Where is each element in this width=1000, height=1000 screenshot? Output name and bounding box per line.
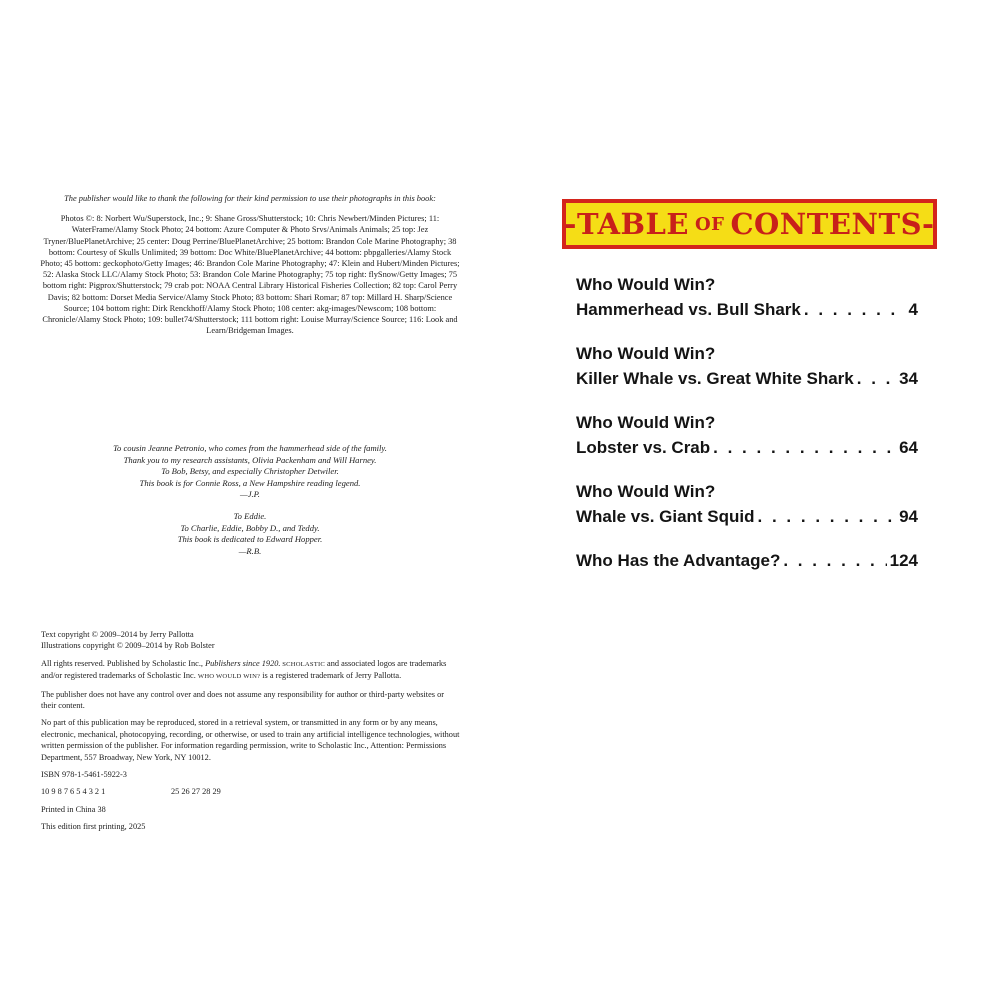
toc-dot-leader bbox=[758, 504, 897, 529]
toc-entry-page: 124 bbox=[889, 551, 918, 570]
toc-entry-title: Lobster vs. Crab bbox=[576, 438, 711, 457]
rights-reserved bbox=[41, 658, 461, 683]
dedication-rb bbox=[40, 511, 460, 557]
toc-entry-row bbox=[576, 435, 918, 460]
toc-dot-leader bbox=[857, 366, 896, 391]
toc-entry-heading: Who Would Win? bbox=[576, 413, 716, 432]
toc-title-of: OF bbox=[694, 213, 725, 235]
toc-entry-title: Who Has the Advantage? bbox=[576, 551, 781, 570]
dedication-line: To Bob, Betsy, and especially Christopher Detwiler. bbox=[161, 466, 339, 477]
toc-entry-row bbox=[576, 366, 918, 391]
toc-entry-row bbox=[576, 297, 918, 322]
toc-entry-hammerhead[interactable] bbox=[576, 272, 918, 322]
dedication bbox=[40, 443, 460, 567]
table-of-contents-title bbox=[566, 203, 933, 245]
toc-entry-page: 4 bbox=[908, 300, 918, 319]
toc-entry-row bbox=[576, 548, 918, 573]
rights-text-1: All rights reserved. Published by Scholastic Inc., bbox=[41, 658, 206, 668]
dedication-signature: —J.P. bbox=[240, 489, 260, 500]
toc-entry-page: 64 bbox=[899, 438, 918, 457]
toc-dot-leader bbox=[804, 297, 906, 322]
toc-title-dash-left: - bbox=[564, 207, 577, 241]
toc-entry-row bbox=[576, 504, 918, 529]
toc-dot-leader bbox=[783, 548, 886, 573]
dedication-line: To Eddie. bbox=[233, 510, 267, 521]
toc-dot-leader bbox=[713, 435, 896, 460]
toc-entry-advantage[interactable] bbox=[576, 548, 918, 573]
toc-entry-heading: Who Would Win? bbox=[576, 482, 716, 501]
isbn: ISBN 978-1-5461-5922-3 bbox=[41, 770, 127, 780]
photo-permission-thanks: The publisher would like to thank the following for their kind permission to use their photographs in this book: bbox=[64, 194, 436, 203]
toc-title-contents: CONTENTS bbox=[730, 207, 923, 241]
printing-years: 25 26 27 28 29 bbox=[171, 787, 221, 797]
toc-entry-heading: Who Would Win? bbox=[576, 344, 716, 363]
photo-credit-list: Photos ©: 8: Norbert Wu/Superstock, Inc.; 9: Shane Gross/Shutterstock; 10: Chris Newbert/Minden Pictures; 11: WaterFrame/Alamy Stock Photo; 24 bottom: Azure Computer & Photo Srvs/Animals Animals; 25 top: Jez Tryner/BluePlanetArchive; 25 center: Doug Perrine/BluePlanetArchive; 25 bottom: Brandon Cole Marine Photography; 38 bottom: Courtesy of Skulls Unlimited; 39 bottom: Doc White/BluePlanetArchive; 44 bottom: pbpgalleries/Alamy Stock Photo; 45 bottom: geckophoto/Getty Images; 46: Brandon Cole Marine Photography; 47: Klein and Hubert/Minden Pictures; 52: Alaska Stock LLC/Alamy Stock Photo; 53: Brandon Cole Marine Photography; 75 top right: flySnow/Getty Images; 75 bottom right: Pigprox/Shutterstock; 79 crab pot: NOAA Central Library Historical Fisheries Collection; 82 top: Carol Perry Davis; 82 bottom: Dorset Media Service/Alamy Stock Photo; 83 bottom: Shari Romar; 87 top: Millard H. Sharp/Science Source; 104 bottom right: Dirk Renckhoff/Alamy Stock Photo; 108 center: akg-images/Newscom; 108 bottom: Chronicle/Alamy Stock Photo; 109: bullet74/Shutterstock; 111 bottom right: Louise Murray/Science Source; 116: Look and Learn/Bridgeman Images. bbox=[40, 214, 460, 336]
toc-entry-whale-squid[interactable] bbox=[576, 479, 918, 529]
printed-in: Printed in China 38 bbox=[41, 804, 106, 814]
toc-entry-page: 94 bbox=[899, 507, 918, 526]
rights-text-3: is a registered trademark of Jerry Pallotta. bbox=[260, 671, 402, 681]
dedication-jp bbox=[40, 443, 460, 501]
dedication-line: To Charlie, Eddie, Bobby D., and Teddy. bbox=[180, 522, 320, 533]
rights-publishers-since: Publishers since 1920. bbox=[205, 658, 281, 668]
table-of-contents-banner bbox=[562, 199, 937, 249]
printing-numbers: 10 9 8 7 6 5 4 3 2 1 bbox=[41, 787, 106, 797]
toc-entry-title: Killer Whale vs. Great White Shark bbox=[576, 369, 854, 388]
dedication-line: This book is dedicated to Edward Hopper. bbox=[177, 534, 323, 545]
dedication-signature: —R.B. bbox=[238, 545, 262, 556]
toc-entry-title: Whale vs. Giant Squid bbox=[576, 507, 755, 526]
toc-entry-killer-whale[interactable] bbox=[576, 341, 918, 391]
dedication-line: This book is for Connie Ross, a New Hampshire reading legend. bbox=[139, 477, 361, 488]
rights-text-2: and associated logos are trademarks and/or registered trademarks of Scholastic Inc. bbox=[41, 658, 447, 681]
illustrations-copyright: Illustrations copyright © 2009–2014 by Rob Bolster bbox=[41, 641, 215, 651]
responsibility-notice: The publisher does not have any control over and does not assume any responsibility for author or third-party websites or their content. bbox=[41, 689, 444, 711]
toc-list bbox=[576, 272, 918, 592]
rights-scholastic-mark: SCHOLASTIC bbox=[280, 660, 325, 668]
toc-title-dash-right: - bbox=[922, 207, 935, 241]
toc-entry-lobster[interactable] bbox=[576, 410, 918, 460]
copyright-holders bbox=[41, 629, 461, 652]
toc-title-table: TABLE bbox=[576, 207, 689, 241]
toc-entry-page: 34 bbox=[899, 369, 918, 388]
toc-entry-heading: Who Would Win? bbox=[576, 275, 716, 294]
dedication-line: To cousin Jeanne Petronio, who comes from the hammerhead side of the family. bbox=[113, 443, 387, 453]
toc-entry-title: Hammerhead vs. Bull Shark bbox=[576, 300, 801, 319]
copyright-block bbox=[41, 629, 461, 839]
text-copyright: Text copyright © 2009–2014 by Jerry Pallotta bbox=[41, 630, 194, 639]
rights-wwt-mark: WHO WOULD WIN? bbox=[197, 673, 261, 681]
edition-note: This edition first printing, 2025 bbox=[41, 822, 146, 832]
reproduction-notice: No part of this publication may be reproduced, stored in a retrieval system, or transmitted in any form or by any means, electronic, mechanical, photocopying, recording, or otherwise, or used to train any artificial intelligence technologies, without written permission of the publisher. For information regarding permission, write to Scholastic Inc., Attention: Permissions Department, 557 Broadway, New York, NY 10012. bbox=[41, 718, 460, 762]
photo-credits bbox=[40, 193, 460, 336]
printing-line bbox=[41, 786, 461, 797]
dedication-line: Thank you to my research assistants, Olivia Packenham and Will Harney. bbox=[123, 454, 377, 465]
